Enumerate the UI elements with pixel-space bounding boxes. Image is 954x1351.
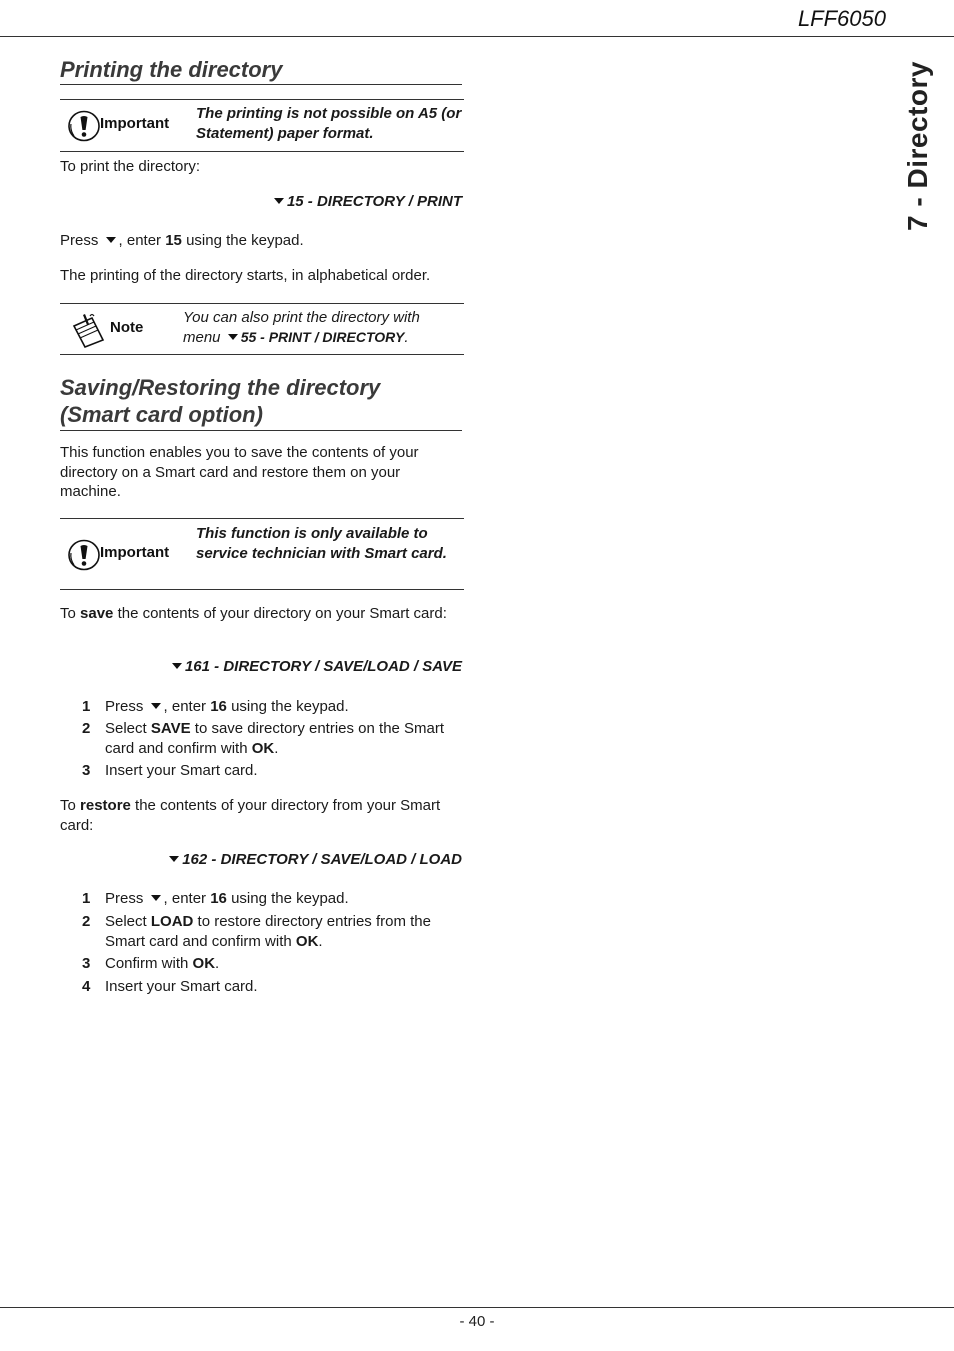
chapter-title: 7 - Directory	[902, 61, 933, 231]
header-rule	[0, 36, 954, 37]
model-name: LFF6050	[797, 6, 886, 31]
exclamation-circle-icon	[68, 110, 102, 142]
section-title-printing: Printing the directory	[60, 57, 283, 82]
down-triangle-icon	[172, 663, 182, 669]
note-rule-bottom	[60, 354, 464, 355]
box-rule-bottom	[60, 151, 464, 152]
chapter-tab	[898, 62, 938, 230]
important-label: Important	[100, 115, 170, 132]
important-text: The printing is not possible on A5 (or Statement) paper format.	[196, 105, 462, 142]
down-triangle-icon	[106, 237, 116, 243]
box-rule-bottom	[60, 589, 464, 590]
important-label: Important	[100, 544, 170, 561]
section-title-saving: Saving/Restoring the directory (Smart card option)	[60, 375, 381, 427]
exclamation-circle-icon	[68, 539, 102, 571]
down-triangle-icon	[228, 334, 238, 340]
print-result: The printing of the directory starts, in alphabetical order.	[60, 267, 431, 284]
note-rule-top	[60, 303, 464, 304]
box-rule-top	[60, 518, 464, 519]
note-text: You can also print the directory with menu 55 - PRINT / DIRECTORY.	[183, 309, 420, 346]
important-text: This function is only available to service technician with Smart card.	[196, 525, 447, 562]
down-triangle-icon	[151, 895, 161, 901]
footer-rule	[0, 1307, 954, 1308]
note-label: Note	[110, 319, 144, 336]
down-triangle-icon	[274, 198, 284, 204]
section-rule	[60, 430, 462, 431]
print-intro: To print the directory:	[60, 158, 201, 175]
page-number: - 40 -	[459, 1313, 495, 1330]
section-rule	[60, 84, 462, 85]
saving-intro: This function enables you to save the contents of your directory on a Smart card and restore them on your machine.	[60, 444, 419, 500]
down-triangle-icon	[169, 856, 179, 862]
restore-intro: To restore the contents of your directory from your Smart card:	[60, 797, 441, 834]
save-intro: To save the contents of your directory on your Smart card:	[60, 605, 447, 622]
down-triangle-icon	[151, 703, 161, 709]
menu-path-print: 15 - DIRECTORY / PRINT	[274, 193, 462, 210]
notepad-pencil-icon	[70, 312, 108, 348]
box-rule-top	[60, 99, 464, 100]
menu-path-save: 161 - DIRECTORY / SAVE/LOAD / SAVE	[172, 658, 462, 675]
menu-path-load: 162 - DIRECTORY / SAVE/LOAD / LOAD	[169, 851, 462, 868]
print-step: Press , enter 15 using the keypad.	[60, 232, 304, 249]
